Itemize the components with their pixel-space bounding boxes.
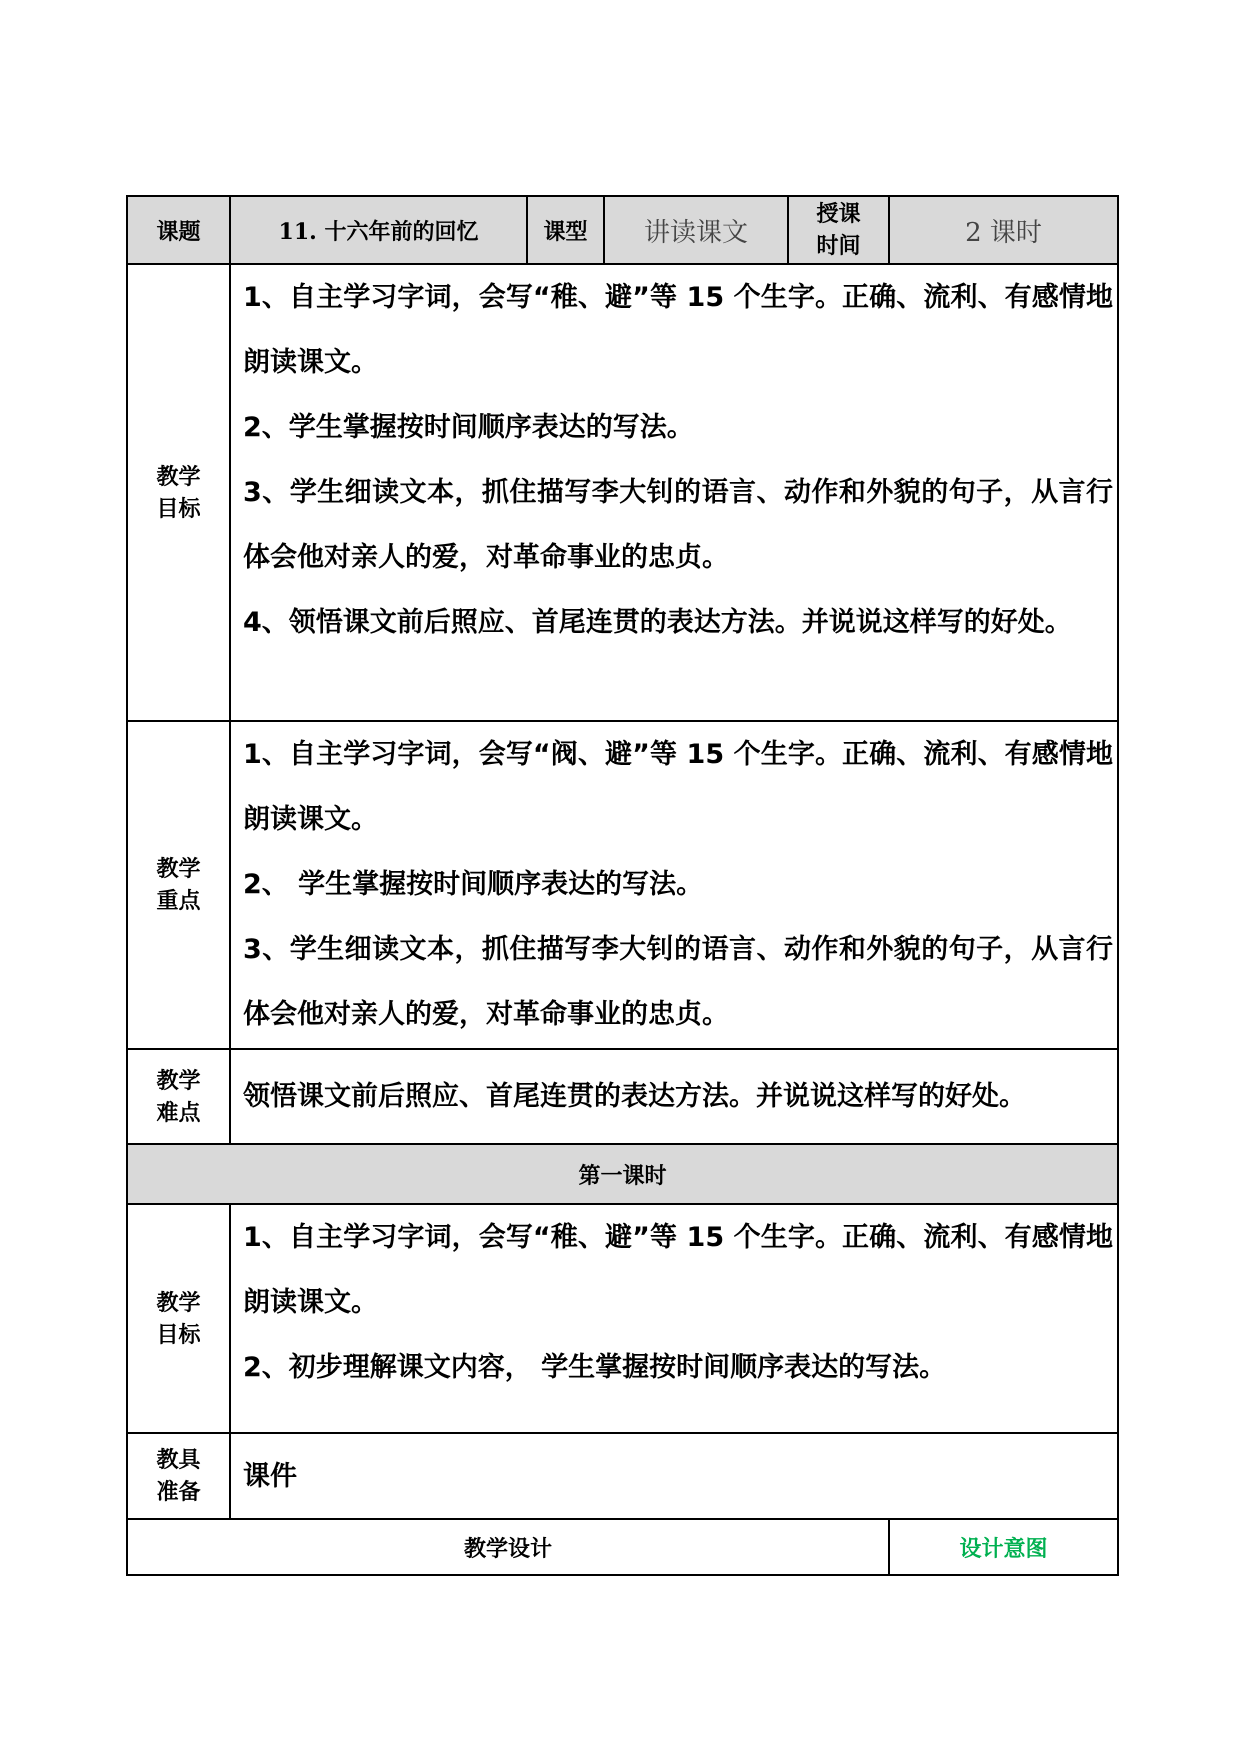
type-label: 课型 — [527, 196, 604, 264]
key-point-item: 2、 学生掌握按时间顺序表达的写法。 — [243, 869, 704, 900]
difficulty-row — [127, 1049, 1118, 1144]
design-right-label: 设计意图 — [889, 1519, 1118, 1575]
topic-label: 课题 — [127, 196, 230, 264]
lesson-plan-table — [126, 195, 1119, 1576]
tools-content: 课件 — [230, 1433, 1118, 1519]
time-label-line1: 授课 — [816, 201, 861, 227]
objective-item: 3、学生细读文本，抓住描写李大钊的语言、动作和外貌的句子，从言行体会他对亲人的爱，对革命事业的忠贞。 — [243, 477, 1113, 573]
session-objective-item: 2、初步理解课文内容， 学生掌握按时间顺序表达的写法。 — [243, 1352, 947, 1383]
session-objectives-label-line1: 教学 — [156, 1289, 201, 1316]
difficulty-content: 领悟课文前后照应、首尾连贯的表达方法。并说说这样写的好处。 — [230, 1049, 1118, 1144]
objective-item: 4、领悟课文前后照应、首尾连贯的表达方法。并说说这样写的好处。 — [243, 607, 1072, 638]
session-row — [127, 1144, 1118, 1204]
tools-label — [127, 1433, 230, 1519]
type-value: 讲读课文 — [604, 196, 788, 264]
difficulty-label-line2: 难点 — [156, 1099, 201, 1126]
design-row — [127, 1519, 1118, 1575]
objectives-content — [230, 264, 1118, 721]
difficulty-label-line1: 教学 — [156, 1067, 201, 1094]
session-objectives-label-line2: 目标 — [156, 1321, 201, 1348]
objectives-row — [127, 264, 1118, 721]
objective-item: 1、自主学习字词，会写“稚、避”等 15 个生字。正确、流利、有感情地朗读课文。 — [243, 282, 1113, 378]
objective-item: 2、学生掌握按时间顺序表达的写法。 — [243, 412, 694, 443]
tools-row — [127, 1433, 1118, 1519]
objectives-label-line1: 教学 — [156, 463, 201, 490]
time-label — [788, 196, 889, 264]
difficulty-label — [127, 1049, 230, 1144]
key-point-item: 3、学生细读文本，抓住描写李大钊的语言、动作和外貌的句子，从言行体会他对亲人的爱，对革命事业的忠贞。 — [243, 934, 1113, 1030]
key-points-label-line2: 重点 — [156, 888, 201, 914]
session-objectives-content — [230, 1204, 1118, 1433]
key-points-row — [127, 721, 1118, 1049]
key-points-label-line1: 教学 — [156, 856, 201, 882]
time-value: 2 课时 — [889, 196, 1118, 264]
header-row — [127, 196, 1118, 264]
tools-label-line1: 教具 — [156, 1447, 201, 1473]
objectives-label — [127, 264, 230, 721]
design-left-label: 教学设计 — [127, 1519, 889, 1575]
objectives-label-line2: 目标 — [156, 495, 201, 522]
key-points-label — [127, 721, 230, 1049]
key-point-item: 1、自主学习字词，会写“阀、避”等 15 个生字。正确、流利、有感情地朗读课文。 — [243, 739, 1113, 835]
topic-value: 11. 十六年前的回忆 — [230, 196, 527, 264]
tools-label-line2: 准备 — [156, 1479, 201, 1505]
session-objectives-row — [127, 1204, 1118, 1433]
session-objective-item: 1、自主学习字词，会写“稚、避”等 15 个生字。正确、流利、有感情地朗读课文。 — [243, 1222, 1113, 1318]
session-objectives-label — [127, 1204, 230, 1433]
time-label-line2: 时间 — [816, 233, 861, 259]
key-points-content — [230, 721, 1118, 1049]
session-title: 第一课时 — [127, 1144, 1118, 1204]
